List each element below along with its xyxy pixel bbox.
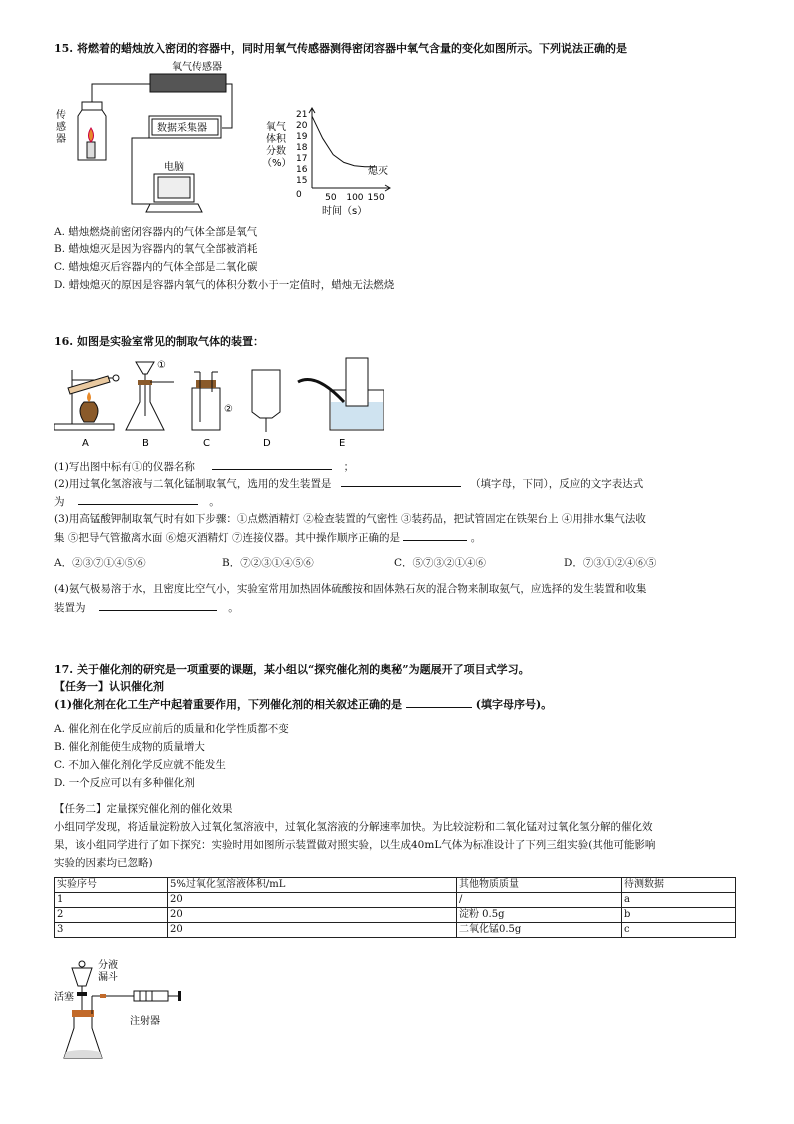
table-cell: a	[622, 893, 736, 908]
table-cell: 二氧化锰0.5g	[457, 923, 622, 938]
q17-option-b[interactable]: B. 催化剂能使生成物的质量增大	[54, 741, 205, 753]
table-header: 实验序号	[55, 878, 168, 893]
q16-p4-text: 装置为	[54, 602, 86, 614]
table-cell: 1	[55, 893, 168, 908]
q17-apparatus-figure	[54, 958, 194, 1066]
apparatus-b	[126, 360, 174, 430]
apparatus-d	[252, 370, 280, 432]
q15-option-b[interactable]: B. 蜡烛熄灭是因为容器内的氧气全部被消耗	[54, 243, 258, 255]
table-cell: 20	[168, 908, 457, 923]
q16-option-d[interactable]: D．⑦③①②④⑥⑤	[564, 557, 657, 569]
valve-label: 活塞	[54, 992, 74, 1003]
q16-p1-text: (1)写出图中标有①的仪器名称	[54, 461, 195, 473]
apparatus-a	[54, 370, 119, 430]
q16-p2-text-b: （填字母，下同），反应的文字表达式	[470, 478, 644, 490]
y-tick-label: 18	[296, 143, 308, 153]
x-tick-label: 100	[346, 193, 364, 203]
label-d: D	[263, 438, 271, 449]
q16-part3-line2	[54, 529, 481, 545]
label-c: C	[203, 438, 210, 449]
x-tick-label: 50	[325, 193, 337, 203]
y-tick-label: 21	[296, 110, 308, 120]
q17-para-line2: 果，该小组同学进行了如下探究：实验时用如图所示装置做对照实验，以生成40mL气体为标准设计了下列三组实验(其他可能影响	[54, 839, 656, 851]
y-axis-label: 分数	[266, 146, 286, 157]
y-axis-label: 体积	[266, 134, 286, 145]
syringe-label: 注射器	[130, 1016, 160, 1027]
y-tick-label: 0	[296, 190, 302, 200]
oxygen-chart	[262, 100, 397, 218]
mark-2: ②	[224, 404, 233, 415]
q17-para-line1: 小组同学发现，将适量淀粉放入过氧化氢溶液中，过氧化氢溶液的分解速率加快。为比较淀粉和二氧化锰对过氧化氢分解的催化效	[54, 821, 653, 833]
q16-p3-blank[interactable]	[403, 529, 467, 541]
sensor-side-label-1: 传	[56, 110, 66, 121]
q16-p1-blank[interactable]	[212, 458, 332, 470]
data-collector-label: 数据采集器	[157, 123, 207, 134]
q16-p3-text: 集 ⑤把导气管撤离水面 ⑥熄灭酒精灯 ⑦连接仪器。其中操作顺序正确的是	[54, 532, 401, 544]
oxygen-sensor-label: 氧气传感器	[172, 62, 222, 73]
q17-option-a[interactable]: A. 催化剂在化学反应前后的质量和化学性质都不变	[54, 723, 289, 735]
q16-part3-line1: (3)用高锰酸钾制取氧气时有如下步骤：①点燃酒精灯 ②检查装置的气密性 ③装药品，把试管固定在铁架台上 ④用排水集气法收	[54, 513, 646, 525]
q17-p1-blank[interactable]	[406, 696, 472, 708]
q16-option-a[interactable]: A．②③⑦①④⑤⑥	[54, 557, 146, 569]
q16-p2-text-c: 为	[54, 496, 65, 508]
q17-task2: 【任务二】定量探究催化剂的催化效果	[54, 803, 233, 815]
label-e: E	[339, 438, 346, 449]
y-axis-label: 氧气	[266, 122, 286, 133]
q16-part4-line1: (4)氨气极易溶于水，且密度比空气小，实验室常用加热固体硫酸按和固体熟石灰的混合物来制取氨气，应选择的发生装置和收集	[54, 583, 647, 595]
q16-option-c[interactable]: C．⑤⑦③②①④⑥	[394, 557, 487, 569]
sensor-side-label-3: 器	[56, 134, 66, 145]
table-header: 待测数据	[622, 878, 736, 893]
chart-xlabel: 时间（s）	[322, 206, 368, 217]
table-cell: 20	[168, 923, 457, 938]
q16-part4-line2	[54, 599, 239, 615]
computer-label: 电脑	[164, 162, 184, 173]
q15-apparatus-figure	[54, 56, 254, 218]
q15-stem: 15. 将燃着的蜡烛放入密闭的容器中，同时用氧气传感器测得密闭容器中氧气含量的变化如图所示。下列说法正确的是	[54, 42, 627, 55]
table-cell: 20	[168, 893, 457, 908]
table-cell: /	[457, 893, 622, 908]
table-cell: 2	[55, 908, 168, 923]
apparatus-e	[298, 358, 384, 430]
extinguish-annotation: 熄灭	[368, 166, 388, 177]
q17-part1	[54, 696, 552, 712]
mark-1: ①	[157, 360, 166, 371]
q16-apparatus-figure	[54, 352, 384, 452]
y-tick-label: 17	[296, 154, 308, 164]
q17-p1-end: (填字母序号)。	[475, 698, 553, 711]
table-cell: 3	[55, 923, 168, 938]
q15-option-a[interactable]: A. 蜡烛燃烧前密闭容器内的气体全部是氧气	[54, 226, 258, 238]
y-tick-label: 15	[296, 176, 308, 186]
q15-option-d[interactable]: D. 蜡烛熄灭的原因是容器内氧气的体积分数小于一定值时，蜡烛无法燃烧	[54, 279, 395, 291]
table-header: 5%过氧化氢溶液体积/mL	[168, 878, 457, 893]
q16-p4-blank[interactable]	[99, 599, 217, 611]
oxygen-series-line	[312, 116, 376, 167]
y-tick-label: 16	[296, 165, 308, 175]
label-a: A	[82, 438, 89, 449]
funnel-label-2: 漏斗	[98, 972, 118, 983]
y-axis-label: （%）	[262, 158, 292, 169]
q17-p1-text: (1)催化剂在化工生产中起着重要作用，下列催化剂的相关叙述正确的是	[54, 698, 403, 711]
q16-p2-text-d: 。	[209, 496, 220, 508]
q16-p3-end: 。	[470, 532, 482, 544]
q17-task1: 【任务一】认识催化剂	[54, 680, 164, 693]
q16-p4-end: 。	[228, 602, 239, 614]
table-header: 其他物质质量	[457, 878, 622, 893]
q16-part1	[54, 458, 354, 474]
q16-stem: 16. 如图是实验室常见的制取气体的装置：	[54, 335, 264, 348]
funnel-label-1: 分液	[98, 960, 118, 971]
x-tick-label: 150	[367, 193, 385, 203]
y-tick-label: 19	[296, 132, 308, 142]
q16-part2-line2	[54, 493, 220, 509]
q17-stem: 17. 关于催化剂的研究是一项重要的课题，某小组以“探究催化剂的奥秘”为题展开了项目式学习。	[54, 663, 530, 676]
q17-option-c[interactable]: C. 不加入催化剂化学反应就不能发生	[54, 759, 226, 771]
q16-p1-end: ；	[343, 461, 355, 473]
table-cell: b	[622, 908, 736, 923]
table-row	[55, 923, 736, 938]
q16-option-b[interactable]: B．⑦②③①④⑤⑥	[222, 557, 314, 569]
q15-option-c[interactable]: C. 蜡烛熄灭后容器内的气体全部是二氧化碳	[54, 261, 258, 273]
table-cell: c	[622, 923, 736, 938]
sensor-side-label-2: 感	[56, 122, 66, 133]
table-row	[55, 908, 736, 923]
table-cell: 淀粉 0.5g	[457, 908, 622, 923]
table-header-row	[55, 878, 736, 893]
q16-p2-text: (2)用过氧化氢溶液与二氧化锰制取氧气，选用的发生装置是	[54, 478, 332, 490]
oxygen-sensor-box	[150, 74, 226, 92]
experiment-table	[54, 877, 736, 938]
apparatus-c	[192, 372, 233, 430]
q17-para-line3: 实验的因素均已忽略)	[54, 857, 153, 869]
q16-p2-blank-1[interactable]	[341, 475, 461, 487]
q16-p2-blank-2[interactable]	[78, 493, 198, 505]
q16-part2	[54, 475, 643, 491]
label-b: B	[142, 438, 149, 449]
table-row	[55, 893, 736, 908]
q17-option-d[interactable]: D. 一个反应可以有多种催化剂	[54, 777, 195, 789]
y-tick-label: 20	[296, 121, 308, 131]
